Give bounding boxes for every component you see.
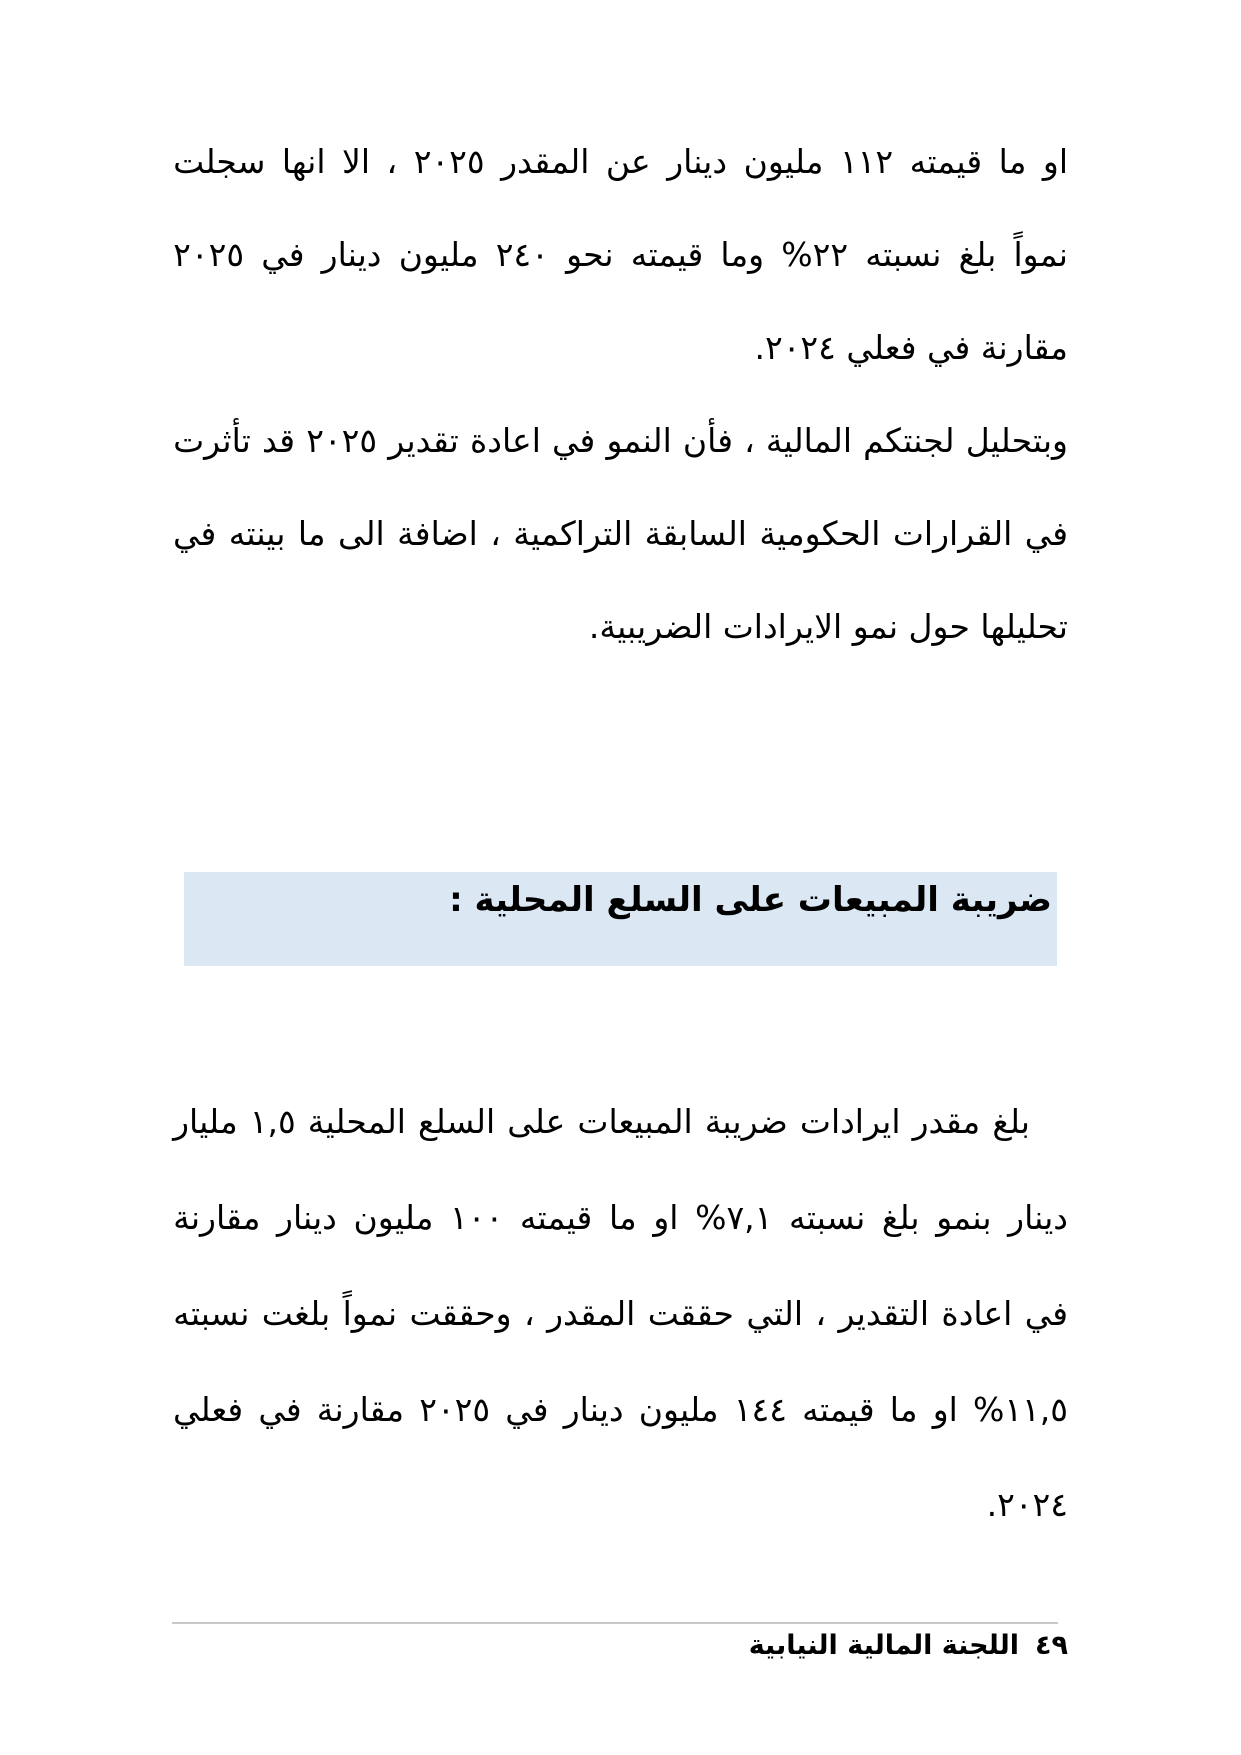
word: نمواً	[1013, 235, 1068, 274]
word: قيمته	[909, 142, 983, 181]
word: بلغ	[992, 1101, 1030, 1141]
word: تقدير	[388, 421, 459, 460]
word: ١١,٥%	[972, 1389, 1068, 1429]
text-line	[173, 487, 1068, 580]
word: التي	[746, 1293, 803, 1333]
word: قيمته	[802, 1389, 875, 1429]
word: ١٤٤	[733, 1389, 787, 1429]
word: اضافة	[397, 514, 478, 553]
word: ٢٠٢٥	[173, 235, 245, 274]
text-line	[173, 208, 1068, 301]
word: النمو	[606, 421, 672, 460]
word: او	[1042, 142, 1068, 181]
word: نسبته	[789, 1197, 866, 1237]
word: في	[1024, 514, 1068, 553]
word: اعادة	[941, 1293, 1013, 1333]
word: في	[1024, 1293, 1068, 1333]
word: على	[507, 1101, 566, 1141]
word: ما	[998, 142, 1027, 181]
word: تأثرت	[173, 421, 251, 460]
section-heading-text: ضريبة المبيعات على السلع المحلية :	[449, 880, 1052, 920]
word: عن	[605, 142, 651, 181]
word: المحلية	[307, 1101, 406, 1141]
word: سجلت	[173, 142, 266, 181]
word: نسبته	[173, 1293, 250, 1333]
word: انها	[281, 142, 326, 181]
word: بلغت	[261, 1293, 331, 1333]
word: نحو	[566, 235, 614, 274]
word: التراكمية	[513, 514, 633, 553]
text-line	[173, 1169, 1068, 1265]
word: القرارات	[892, 514, 1013, 553]
word: دينار	[1008, 1197, 1068, 1237]
word: وحققت	[409, 1293, 512, 1333]
text-line	[173, 115, 1068, 208]
word: ،	[490, 514, 501, 553]
word: ٧,١%	[695, 1197, 773, 1237]
word: ،	[815, 1293, 827, 1333]
word: وبتحليل	[965, 421, 1068, 460]
footer-committee-name: اللجنة المالية النيابية	[748, 1630, 1020, 1661]
section-heading-sales-tax-local-goods	[184, 872, 1057, 966]
word: بلغ	[881, 1197, 920, 1237]
word: دينار	[563, 1389, 624, 1429]
word: السابقة	[644, 514, 747, 553]
word: مقارنة	[316, 1389, 405, 1429]
word: في	[552, 421, 596, 460]
text-line	[173, 1265, 1068, 1361]
word: مليون	[743, 142, 824, 181]
word: السلع	[418, 1101, 496, 1141]
paragraph-1	[173, 115, 1068, 394]
word: ايرادات	[799, 1101, 901, 1141]
word: المالية	[765, 421, 852, 460]
word: او	[932, 1389, 958, 1429]
text-line: ٢٠٢٤.	[986, 1485, 1068, 1524]
word: الحكومية	[759, 514, 881, 553]
text-line	[173, 1361, 1068, 1457]
word: قيمته	[630, 235, 704, 274]
word: ٢٠٢٥	[413, 142, 485, 181]
paragraph-3	[173, 1073, 1068, 1553]
word: او	[653, 1197, 679, 1237]
word: قيمته	[519, 1197, 593, 1237]
word: دينار	[667, 142, 728, 181]
word: ما	[297, 514, 326, 553]
text-line	[173, 394, 1068, 487]
word: حققت	[647, 1293, 734, 1333]
word: ١٠٠	[450, 1197, 504, 1237]
paragraph-2	[173, 394, 1068, 673]
word: فأن	[682, 421, 733, 460]
word: دينار	[321, 235, 382, 274]
text-line	[173, 1073, 1068, 1169]
word: ،	[744, 421, 755, 460]
word: قد	[261, 421, 296, 460]
word: بنمو	[936, 1197, 992, 1237]
word: فعلي	[173, 1389, 244, 1429]
word: المقدر	[501, 142, 590, 181]
word: في	[258, 1389, 302, 1429]
word: ١١٢	[839, 142, 894, 181]
word: ضريبة	[704, 1101, 788, 1141]
word: مقارنة	[173, 1197, 261, 1237]
word: المبيعات	[577, 1101, 693, 1141]
word: مليون	[353, 1197, 434, 1237]
word: ،	[386, 142, 398, 181]
text-line: تحليلها حول نمو الايرادات الضريبية.	[588, 607, 1068, 646]
word: مليار	[173, 1101, 238, 1141]
word: في	[173, 514, 217, 553]
word: الا	[342, 142, 371, 181]
word: ٢٠٢٥	[419, 1389, 491, 1429]
text-line: مقارنة في فعلي ٢٠٢٤.	[754, 328, 1068, 367]
word: في	[505, 1389, 549, 1429]
word: نسبته	[865, 235, 942, 274]
page-footer	[749, 1626, 1068, 1666]
word: بلغ	[958, 235, 997, 274]
word: اعادة	[469, 421, 541, 460]
word: ٢٢%	[781, 235, 849, 274]
word: التقدير	[838, 1293, 930, 1333]
footer-divider	[172, 1622, 1058, 1624]
word: ١,٥	[249, 1101, 296, 1141]
word: بينته	[228, 514, 286, 553]
word: دينار	[277, 1197, 337, 1237]
word: ما	[608, 1197, 637, 1237]
word: مليون	[398, 235, 479, 274]
word: نمواً	[342, 1293, 398, 1333]
word: مليون	[638, 1389, 719, 1429]
page-number: ٤٩	[1035, 1630, 1068, 1661]
word: مقدر	[912, 1101, 981, 1141]
word: الى	[337, 514, 385, 553]
word: المقدر	[547, 1293, 636, 1333]
word: في	[261, 235, 305, 274]
word: لجنتكم	[863, 421, 955, 460]
word: ٢٠٢٥	[306, 421, 378, 460]
word: ٢٤٠	[495, 235, 549, 274]
word: ما	[889, 1389, 918, 1429]
word: ،	[524, 1293, 535, 1333]
word: وما	[720, 235, 765, 274]
